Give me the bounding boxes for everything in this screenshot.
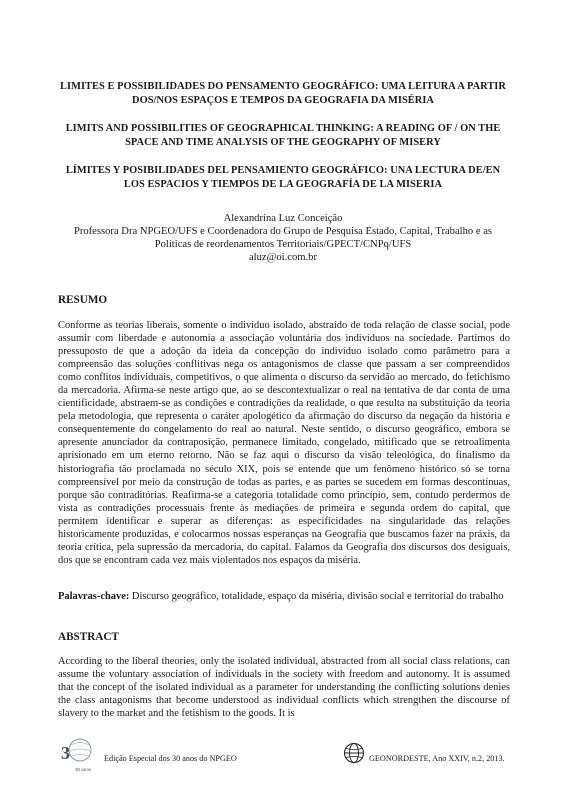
title-block — [58, 80, 508, 206]
author-affiliation-line2: Políticas de reordenamentos Territoriais/GPECT/CNPq/UFS — [154, 239, 412, 250]
author-block — [58, 212, 508, 264]
logo-text: 30 anos — [75, 767, 92, 772]
resumo-heading: RESUMO — [58, 294, 108, 306]
keywords-label: Palavras-chave: — [58, 591, 130, 602]
keywords-text: Discurso geográfico, totalidade, espaço da miséria, divisão social e territorial do trabalho — [129, 591, 504, 602]
globe-icon — [343, 742, 365, 764]
title-spanish: LÍMITES Y POSIBILIDADES DEL PENSAMIENTO GEOGRÁFICO: UNA LECTURA DE/EN LOS ESPACIOS Y TIEMPOS DE LA GEOGRAFÍA DE LA MISERIA — [65, 165, 501, 190]
abstract-heading: ABSTRACT — [58, 631, 119, 643]
npgeo-30-anos-logo — [58, 735, 98, 775]
footer-journal: GEONORDESTE, Ano XXIV, n.2, 2013. — [369, 754, 505, 763]
author-email: aluz@oi.com.br — [248, 252, 317, 263]
keywords — [58, 590, 510, 603]
abstract-text: According to the liberal theories, only the isolated individual, abstracted from all social class relations, can assume the voluntary association of individuals in the society with freedom and autonomy. It is assumed that the concept of the isolated individual as a parameter for understanding the conflicting solutions denies the class antagonisms that become understood as individual conflicts which strengthen the discourse of slavery to the market and the fetishism to the goods. It is — [58, 656, 510, 720]
title-portuguese: LIMITES E POSSIBILIDADES DO PENSAMENTO GEOGRÁFICO: UMA LEITURA A PARTIR DOS/NOS ESPAÇOS E TEMPOS DA GEOGRAFIA DA MISÉRIA — [60, 81, 506, 106]
author-name: Alexandrina Luz Conceição — [223, 213, 343, 224]
resumo-text: Conforme as teorias liberais, somente o indivíduo isolado, abstraído de toda relação de classe social, pode assumir com liberdade e autonomia a associação voluntária dos indivíduos na sociedade. Partimos do pressuposto de que a adoção da ideia da concepção do indivíduo isolado como parâmetro para a compreensão das soluções conflitivas nega os antagonismos de classe que passam a ser compreendidos como conflitos individuais, competitivos, o que alimenta o discurso da servidão ao mercado, do fetichismo da mercadoria. Afirma-se neste artigo que, ao se descontextualizar o real na tentativa de dar conta de uma cientificidade, abstraem-se as condições e contradições da realidade, o que resulta na substituição da teoria pela metodologia, que representa o caráter apologético da afirmação do discurso da negação da história e consequentemente do congelamento do real ao natural. Neste sentido, o discurso geográfico, embora se apresente anunciador da contraposição, permanece limitado, congelado, mitificado que se retroalimenta aprisionado em um eterno retorno. Não se faz aqui o discurso da visão teleológica, do finalismo da historiografia tão proclamada no século XIX, pois se entende que um fenômeno histórico só se torna compreensível por meio da construção de todas as partes, e as partes se sucedem em formas descontínuas, porque são contraditórias. Reafirma-se a categoria totalidade como princípio, sem, contudo perdermos de vista as contradições processuais frente às mediações de primeira e segunda ordem do capital, que permitem identificar e superar as diferenças: as especificidades na singularidade das relações historicamente produzidas, e colocarmos nossas esperanças na Geografia que buscamos fazer na práxis, da teoria crítica, pela supressão da mercadoria, do capital. Falamos da Geografia dos discursos dos desiguais, dos que se encontram cada vez mais violentados nos espaços da miséria. — [58, 320, 510, 566]
svg-text:3: 3 — [61, 743, 70, 763]
title-english: LIMITS AND POSSIBILITIES OF GEOGRAPHICAL THINKING: A READING OF / ON THE SPACE AND TIME ANALYSIS OF THE GEOGRAPHY OF MISERY — [65, 123, 501, 148]
footer-edition: Edição Especial dos 30 anos do NPGEO — [104, 754, 237, 763]
author-affiliation-line1: Professora Dra NPGEO/UFS e Coordenadora do Grupo de Pesquisa Estado, Capital, Trabalho e as — [73, 226, 493, 237]
